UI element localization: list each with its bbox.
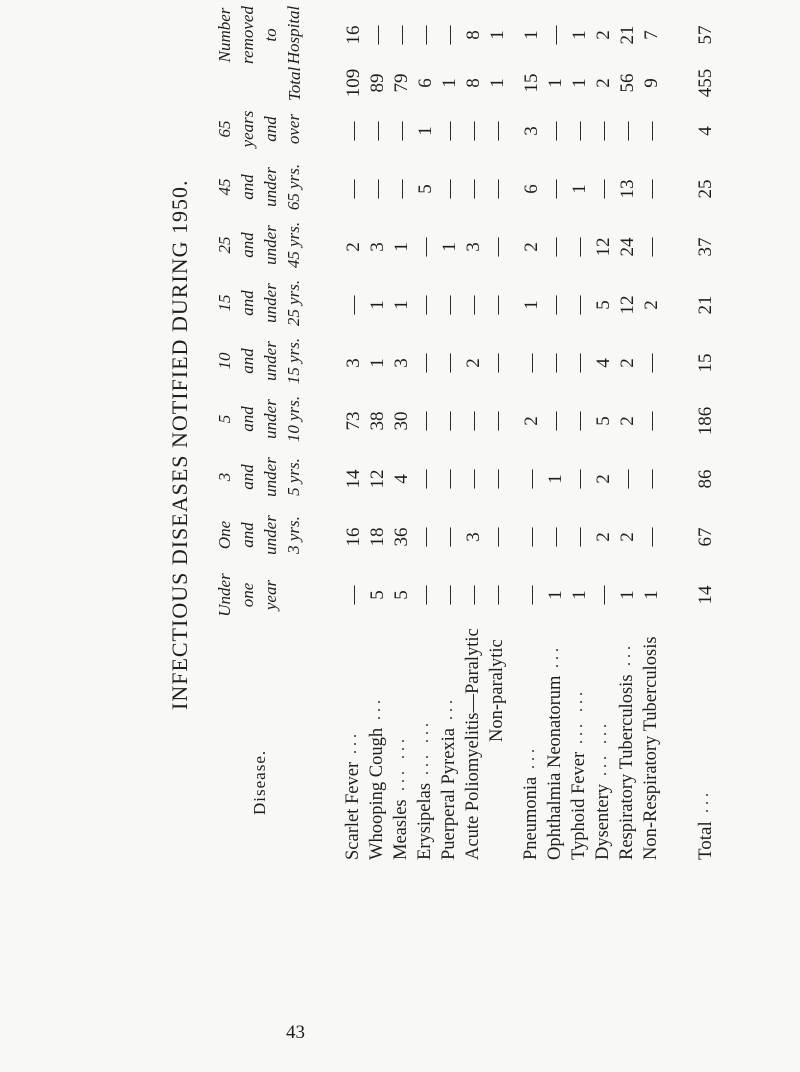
table-cell: — bbox=[487, 121, 508, 141]
leader-dots: ... bbox=[695, 789, 712, 813]
header-under-one-year: Under one year bbox=[215, 573, 280, 617]
header-three-to-five: 3 and under 5 yrs. bbox=[215, 457, 303, 497]
table-cell: 1 bbox=[569, 30, 590, 40]
table-cell: 7 bbox=[641, 30, 662, 40]
table-cell: 18 bbox=[367, 527, 388, 547]
table-cell: — bbox=[593, 121, 614, 141]
table-cell: 15 bbox=[521, 73, 542, 93]
table-cell: 1 bbox=[521, 300, 542, 310]
table-cell: 36 bbox=[391, 527, 412, 547]
table-cell: 67 bbox=[695, 527, 716, 547]
table-cell: — bbox=[415, 411, 436, 431]
table-cell: 14 bbox=[343, 469, 364, 489]
table-row bbox=[343, 0, 367, 860]
disease-name: Puerperal Pyrexia bbox=[439, 727, 459, 860]
table-cell: — bbox=[487, 469, 508, 489]
table-cell: 15 bbox=[695, 353, 716, 373]
disease-name: Erysipelas bbox=[415, 782, 435, 860]
leader-dots: ... bbox=[617, 642, 634, 666]
table-cell: — bbox=[569, 411, 590, 431]
rotated-table bbox=[165, 0, 725, 860]
disease-name: Dysentery bbox=[593, 783, 613, 860]
header-twentyfive-to-fortyfive: 25 and under 45 yrs. bbox=[215, 221, 303, 269]
table-cell: 24 bbox=[617, 237, 638, 257]
table-cell: 2 bbox=[617, 358, 638, 368]
header-total: Total bbox=[285, 66, 304, 102]
table-cell: 2 bbox=[463, 358, 484, 368]
table-cell: — bbox=[545, 25, 566, 45]
leader-dots: ... ... bbox=[593, 720, 610, 776]
table-cell: — bbox=[463, 121, 484, 141]
leader-dots: ... ... bbox=[391, 735, 408, 791]
table-row bbox=[569, 0, 593, 860]
page-title: INFECTIOUS DISEASES NOTIFIED DURING 1950. bbox=[167, 179, 192, 710]
table-cell: — bbox=[641, 121, 662, 141]
table-cell: 1 bbox=[439, 242, 460, 252]
header-disease: Disease. bbox=[250, 749, 269, 815]
table-cell: 16 bbox=[343, 25, 364, 45]
disease-name: Non-paralytic bbox=[487, 639, 507, 742]
table-row bbox=[593, 0, 617, 860]
table-cell: 3 bbox=[391, 358, 412, 368]
table-row bbox=[391, 0, 415, 860]
table-cell: 1 bbox=[487, 78, 508, 88]
table-cell: — bbox=[439, 353, 460, 373]
leader-dots: ... bbox=[545, 644, 562, 668]
table-cell: 1 bbox=[545, 78, 566, 88]
table-cell: 3 bbox=[463, 532, 484, 542]
table-cell: 4 bbox=[391, 474, 412, 484]
disease-name: Total bbox=[695, 821, 716, 860]
table-cell: 4 bbox=[695, 126, 716, 136]
table-cell: — bbox=[487, 585, 508, 605]
leader-dots: ... ... bbox=[415, 719, 432, 775]
table-cell: 8 bbox=[463, 30, 484, 40]
table-cell: — bbox=[487, 411, 508, 431]
table-cell: — bbox=[487, 179, 508, 199]
page-number: 43 bbox=[286, 1022, 305, 1043]
table-cell: — bbox=[439, 179, 460, 199]
table-cell: — bbox=[343, 295, 364, 315]
table-cell: 1 bbox=[569, 184, 590, 194]
table-cell: — bbox=[593, 585, 614, 605]
table-cell: 1 bbox=[521, 30, 542, 40]
table-cell: — bbox=[545, 353, 566, 373]
table-cell: 30 bbox=[391, 411, 412, 431]
table-cell: — bbox=[569, 237, 590, 257]
table-cell: 3 bbox=[463, 242, 484, 252]
table-cell: 9 bbox=[641, 78, 662, 88]
table-cell: — bbox=[617, 469, 638, 489]
table-cell: — bbox=[343, 179, 364, 199]
table-cell: — bbox=[521, 469, 542, 489]
header-fifteen-to-twentyfive: 15 and under 25 yrs. bbox=[215, 279, 303, 327]
table-cell: — bbox=[487, 295, 508, 315]
table-cell: 8 bbox=[463, 78, 484, 88]
table-cell: 5 bbox=[593, 416, 614, 426]
table-cell: — bbox=[463, 295, 484, 315]
disease-name: Typhoid Fever bbox=[569, 751, 589, 860]
table-cell: — bbox=[641, 237, 662, 257]
leader-dots: ... bbox=[367, 696, 384, 720]
table-cell: — bbox=[415, 353, 436, 373]
table-cell: — bbox=[641, 353, 662, 373]
table-cell: 5 bbox=[415, 184, 436, 194]
table-cell: 57 bbox=[695, 25, 716, 45]
table-cell: 1 bbox=[617, 590, 638, 600]
disease-name: Whooping Cough bbox=[367, 727, 387, 860]
table-cell: 109 bbox=[343, 68, 364, 98]
table-cell: 3 bbox=[343, 358, 364, 368]
table-cell: — bbox=[569, 469, 590, 489]
table-cell: 14 bbox=[695, 585, 716, 605]
table-cell: — bbox=[367, 25, 388, 45]
table-cell: — bbox=[415, 585, 436, 605]
table-cell: 1 bbox=[391, 242, 412, 252]
table-cell: — bbox=[487, 237, 508, 257]
table-cell: — bbox=[415, 527, 436, 547]
table-cell: 86 bbox=[695, 469, 716, 489]
table-cell: 2 bbox=[617, 532, 638, 542]
total-row bbox=[695, 0, 719, 860]
table-cell: 12 bbox=[367, 469, 388, 489]
table-cell: — bbox=[545, 121, 566, 141]
table-row bbox=[439, 0, 463, 860]
table-cell: 2 bbox=[593, 532, 614, 542]
table-cell: 38 bbox=[367, 411, 388, 431]
table-cell: — bbox=[391, 25, 412, 45]
table-row bbox=[521, 0, 545, 860]
table-cell: 37 bbox=[695, 237, 716, 257]
table-cell: 21 bbox=[695, 295, 716, 315]
table-cell: 2 bbox=[617, 416, 638, 426]
header-one-to-three: One and under 3 yrs. bbox=[215, 515, 303, 555]
table-cell: 1 bbox=[487, 30, 508, 40]
table-cell: 79 bbox=[391, 73, 412, 93]
table-cell: 6 bbox=[521, 184, 542, 194]
table-cell: 1 bbox=[415, 126, 436, 136]
table-cell: — bbox=[439, 25, 460, 45]
disease-name: Scarlet Fever bbox=[343, 761, 363, 860]
table-cell: 1 bbox=[545, 590, 566, 600]
table-cell: — bbox=[641, 469, 662, 489]
table-cell: — bbox=[545, 237, 566, 257]
table-cell: 12 bbox=[593, 237, 614, 257]
leader-dots: ... bbox=[343, 730, 360, 754]
table-cell: 2 bbox=[593, 474, 614, 484]
table-cell: 56 bbox=[617, 73, 638, 93]
table-cell: — bbox=[463, 469, 484, 489]
table-cell: 5 bbox=[391, 590, 412, 600]
table-cell: 25 bbox=[695, 179, 716, 199]
table-cell: 1 bbox=[439, 78, 460, 88]
table-cell: — bbox=[487, 353, 508, 373]
disease-name: Non-Respiratory Tuberculosis bbox=[641, 636, 661, 860]
header-removed-to-hospital: Number removed to Hospital bbox=[215, 5, 303, 65]
table-cell: — bbox=[641, 411, 662, 431]
disease-name: Acute Poliomyelitis—Paralytic bbox=[463, 628, 483, 860]
table-cell: 186 bbox=[695, 406, 716, 436]
header-ten-to-fifteen: 10 and under 15 yrs. bbox=[215, 337, 303, 385]
table-cell: — bbox=[367, 179, 388, 199]
table-cell: 13 bbox=[617, 179, 638, 199]
table-cell: — bbox=[593, 179, 614, 199]
table-cell: — bbox=[545, 295, 566, 315]
table-cell: — bbox=[439, 121, 460, 141]
table-cell: 21 bbox=[617, 25, 638, 45]
table-cell: — bbox=[521, 527, 542, 547]
table-row bbox=[545, 0, 569, 860]
table-cell: — bbox=[487, 527, 508, 547]
table-cell: — bbox=[343, 585, 364, 605]
table-cell: — bbox=[439, 527, 460, 547]
table-cell: 16 bbox=[343, 527, 364, 547]
table-cell: 2 bbox=[593, 30, 614, 40]
table-cell: 1 bbox=[569, 78, 590, 88]
table-cell: — bbox=[641, 527, 662, 547]
table-cell: 1 bbox=[641, 590, 662, 600]
table-cell: 455 bbox=[695, 68, 716, 98]
table-cell: — bbox=[569, 353, 590, 373]
table-cell: 2 bbox=[521, 242, 542, 252]
table-cell: 2 bbox=[641, 300, 662, 310]
table-cell: — bbox=[415, 295, 436, 315]
table-cell: — bbox=[545, 527, 566, 547]
table-cell: — bbox=[521, 353, 542, 373]
table-cell: 4 bbox=[593, 358, 614, 368]
table-cell: — bbox=[545, 411, 566, 431]
table-cell: 3 bbox=[521, 126, 542, 136]
table-cell: 1 bbox=[367, 358, 388, 368]
disease-name: Measles bbox=[391, 799, 411, 860]
table-cell: — bbox=[439, 585, 460, 605]
table-cell: — bbox=[521, 585, 542, 605]
header-sixtyfive-over: 65 years and over bbox=[215, 110, 303, 148]
table-row bbox=[463, 0, 487, 860]
table-cell: — bbox=[463, 179, 484, 199]
table-cell: — bbox=[463, 585, 484, 605]
table-cell: — bbox=[569, 295, 590, 315]
table-row bbox=[367, 0, 391, 860]
disease-name: Ophthalmia Neonatorum bbox=[545, 675, 565, 860]
table-cell: 2 bbox=[593, 78, 614, 88]
table-cell: 12 bbox=[617, 295, 638, 315]
table-cell: 1 bbox=[367, 300, 388, 310]
table-row bbox=[487, 0, 511, 860]
table-cell: — bbox=[415, 25, 436, 45]
table-cell: — bbox=[569, 527, 590, 547]
table-cell: — bbox=[569, 121, 590, 141]
table-cell: — bbox=[439, 411, 460, 431]
table-cell: — bbox=[391, 121, 412, 141]
table-cell: — bbox=[439, 295, 460, 315]
table-cell: — bbox=[367, 121, 388, 141]
table-row bbox=[641, 0, 665, 860]
table-row bbox=[415, 0, 439, 860]
disease-name: Respiratory Tuberculosis bbox=[617, 674, 637, 860]
table-cell: 3 bbox=[367, 242, 388, 252]
disease-name: Pneumonia bbox=[521, 776, 541, 860]
leader-dots: ... ... bbox=[569, 688, 586, 744]
table-cell: — bbox=[463, 411, 484, 431]
table-cell: — bbox=[641, 179, 662, 199]
table-cell: — bbox=[617, 121, 638, 141]
header-fortyfive-to-sixtyfive: 45 and under 65 yrs. bbox=[215, 163, 303, 211]
table-cell: — bbox=[343, 121, 364, 141]
table-row bbox=[617, 0, 641, 860]
table-cell: — bbox=[439, 469, 460, 489]
table-cell: — bbox=[415, 237, 436, 257]
table-cell: 2 bbox=[521, 416, 542, 426]
table-cell: 1 bbox=[391, 300, 412, 310]
table-cell: 5 bbox=[593, 300, 614, 310]
table-cell: — bbox=[391, 179, 412, 199]
table-cell: 2 bbox=[343, 242, 364, 252]
table-cell: 6 bbox=[415, 78, 436, 88]
table-cell: 5 bbox=[367, 590, 388, 600]
table-cell: 1 bbox=[569, 590, 590, 600]
table-cell: — bbox=[415, 469, 436, 489]
table-cell: 1 bbox=[545, 474, 566, 484]
table-cell: — bbox=[545, 179, 566, 199]
table-cell: 73 bbox=[343, 411, 364, 431]
leader-dots: ... bbox=[521, 745, 538, 769]
leader-dots: ... bbox=[439, 696, 456, 720]
table-cell: 89 bbox=[367, 73, 388, 93]
header-five-to-ten: 5 and under 10 yrs. bbox=[215, 395, 303, 443]
